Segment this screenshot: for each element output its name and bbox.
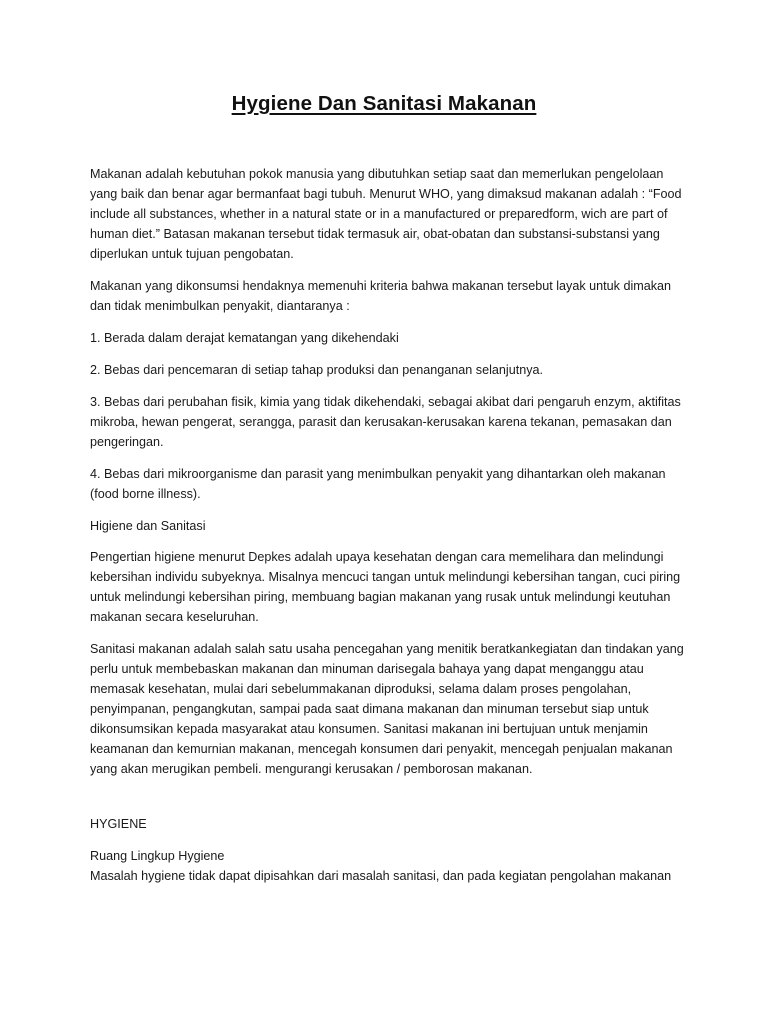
criteria-intro-paragraph: Makanan yang dikonsumsi hendaknya memenuhi kriteria bahwa makanan tersebut layak untuk dimakan dan tidak menimbulkan penyakit, diantaranya : — [90, 279, 672, 313]
intro-paragraph: Makanan adalah kebutuhan pokok manusia yang dibutuhkan setiap saat dan memerlukan pengelolaan yang baik dan benar agar bermanfaat bagi tubuh. Menurut WHO, yang dimaksud makanan adalah : “Food include all substances, whether in a natural state or in a manufactured or preparedform, wich are part of human diet.” Batasan makanan tersebut tidak termasuk air, obat-obatan dan substansi-substansi yang diperlukan untuk tujuan pengobatan. — [90, 167, 682, 261]
criteria-item-1: 1. Berada dalam derajat kematangan yang dikehendaki — [90, 331, 399, 345]
criteria-item-4: 4. Bebas dari mikroorganisme dan parasit yang menimbulkan penyakit yang dihantarkan oleh makanan (food borne illness). — [90, 467, 666, 501]
criteria-item-3: 3. Bebas dari perubahan fisik, kimia yang tidak dikehendaki, sebagai akibat dari pengaruh enzym, aktifitas mikroba, hewan pengerat, serangga, parasit dan kerusakan-kerusakan karena tekanan, pemasakan dan pengeringan. — [90, 395, 681, 449]
section-heading-higiene-sanitasi: Higiene dan Sanitasi — [90, 519, 206, 533]
higiene-definition-paragraph: Pengertian higiene menurut Depkes adalah upaya kesehatan dengan cara memelihara dan melindungi kebersihan individu subyeknya. Misalnya mencuci tangan untuk melindungi kebersihan tangan, cuci piring untuk melindungi kebersihan piring, membuang bagian makanan yang rusak untuk melindungi keutuhan makanan secara keseluruhan. — [90, 550, 681, 624]
criteria-item-2: 2. Bebas dari pencemaran di setiap tahap produksi dan penanganan selanjutnya. — [90, 363, 543, 377]
subheading-ruang-lingkup: Ruang Lingkup Hygiene — [90, 849, 225, 863]
document-body — [90, 164, 686, 886]
document-title: Hygiene Dan Sanitasi Makanan — [231, 92, 537, 115]
sanitasi-definition-paragraph: Sanitasi makanan adalah salah satu usaha pencegahan yang menitik beratkankegiatan dan tindakan yang perlu untuk membebaskan makanan dan minuman darisegala bahaya yang dapat menganggu atau memasak kesehatan, mulai dari sebelummakanan diproduksi, selama dalam proses pengolahan, penyimpanan, pengangkutan, sampai pada saat dimana makanan dan minuman tersebut siap untuk dikonsumsikan kepada masyarakat atau konsumen. Sanitasi makanan ini bertujuan untuk menjamin keamanan dan kemurnian makanan, mencegah konsumen dari penyakit, mencegah penjualan makanan yang akan merugikan pembeli. mengurangi kerusakan / pemborosan makanan. — [90, 642, 684, 776]
section-heading-hygiene: HYGIENE — [90, 817, 147, 831]
hygiene-scope-paragraph: Masalah hygiene tidak dapat dipisahkan dari masalah sanitasi, dan pada kegiatan pengolahan makanan — [90, 869, 672, 883]
